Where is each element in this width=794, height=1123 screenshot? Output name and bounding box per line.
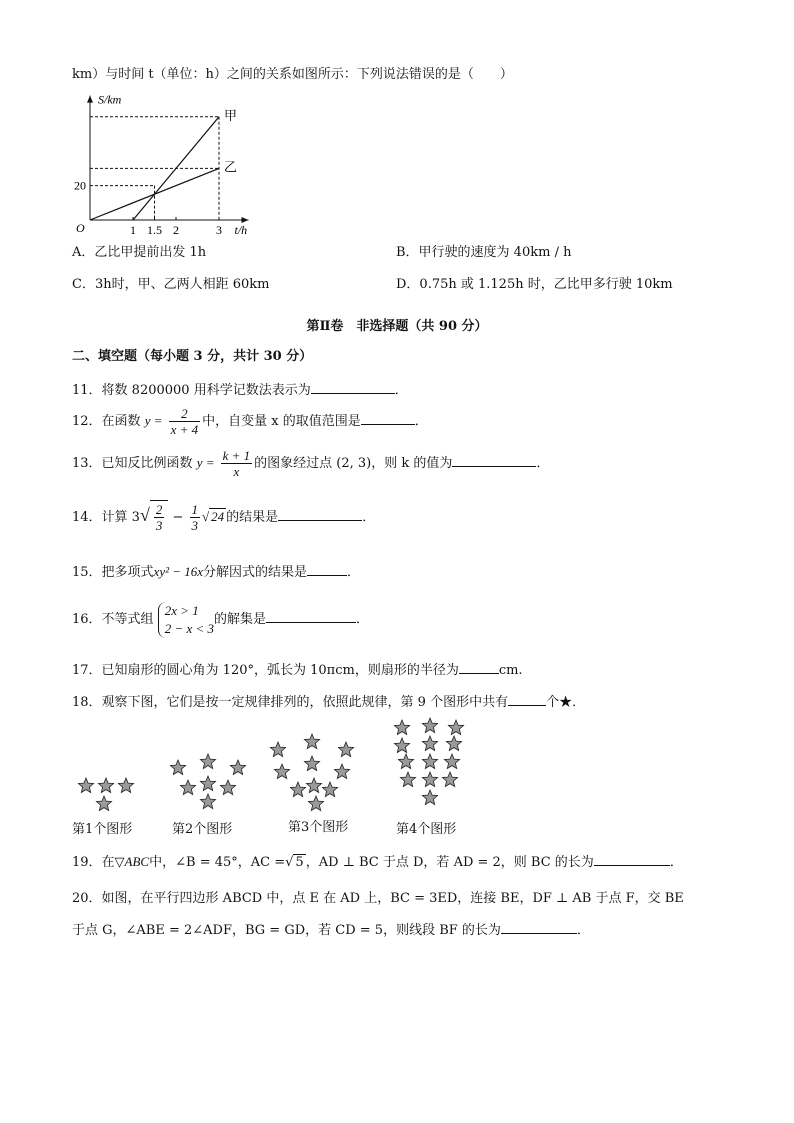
- star-icon: [308, 796, 323, 811]
- numerator: 2: [169, 406, 201, 422]
- question-19-pre: 19．在: [72, 855, 115, 870]
- question-13-post: 的图象经过点 (2, 3)，则 k 的值为: [254, 456, 453, 471]
- star-icon: [338, 742, 353, 757]
- question-13: [72, 446, 549, 481]
- denominator: x: [233, 464, 240, 479]
- question-10-stem: km）与时间 t（单位：h）之间的关系如图所示：下列说法错误的是（ ）: [72, 67, 513, 82]
- star-icon: [220, 780, 235, 795]
- radical-sign: √: [202, 509, 210, 524]
- x-tick-label: 1.5: [147, 223, 162, 237]
- question-13-y: y =: [196, 455, 215, 470]
- y-axis-label: S/km: [98, 92, 122, 107]
- figure-2-label: 第2个图形: [172, 822, 233, 837]
- x-tick-label: 2: [173, 223, 179, 237]
- question-13-pre: 13．已知反比例函数: [72, 456, 193, 471]
- star-icon: [422, 754, 437, 769]
- star-icon: [446, 736, 461, 751]
- numerator: 1: [191, 502, 199, 517]
- question-12-end: ．: [414, 414, 428, 429]
- y-tick-label: 20: [74, 178, 86, 193]
- inequality-system: [158, 602, 214, 638]
- star-icon: [78, 778, 93, 793]
- question-14-pre: 14．计算 3: [72, 510, 140, 525]
- star-icon: [394, 738, 409, 753]
- figure-3-label: 第3个图形: [288, 820, 349, 835]
- star-icon: [444, 754, 459, 769]
- option-c[interactable]: C．3h时，甲、乙两人相距 60km: [72, 277, 270, 292]
- answer-blank-11[interactable]: [311, 380, 395, 394]
- star-icon: [200, 794, 215, 809]
- denominator: 3: [191, 518, 199, 533]
- question-14-post: 的结果是: [226, 510, 279, 525]
- part-heading: 二、填空题（每小题 3 分，共计 30 分）: [72, 349, 313, 364]
- question-19-end: ．: [669, 855, 683, 870]
- y-axis-arrow: [87, 96, 93, 103]
- series-label-jia: 甲: [224, 108, 238, 124]
- section-title: 第Ⅱ卷 非选择题（共 90 分）: [306, 319, 488, 334]
- option-b[interactable]: B．甲行驶的速度为 40km / h: [396, 245, 572, 260]
- star-icon: [422, 736, 437, 751]
- star-icon: [98, 778, 113, 793]
- polynomial: xy² − 16x: [153, 564, 204, 579]
- fraction: [221, 448, 253, 479]
- radical-sign: √: [139, 505, 150, 525]
- question-16: [72, 598, 369, 642]
- distance-time-chart: [60, 88, 260, 240]
- star-icon: [422, 790, 437, 805]
- star-icon: [394, 720, 409, 735]
- question-17: [72, 660, 523, 680]
- question-20-end: ．: [576, 923, 590, 938]
- answer-blank-13[interactable]: [452, 453, 536, 467]
- question-12-y: y =: [144, 413, 163, 428]
- question-15-pre: 15．把多项式: [72, 565, 154, 580]
- question-19-mid: 中，∠B = 45°，AC =: [149, 855, 286, 870]
- star-icon: [398, 754, 413, 769]
- question-12-post: 中，自变量 x 的取值范围是: [202, 414, 361, 429]
- star-icon: [334, 764, 349, 779]
- star-icon: [200, 754, 215, 769]
- numerator: k + 1: [222, 448, 251, 463]
- answer-blank-12[interactable]: [361, 411, 415, 425]
- question-11-text: 11．将数 8200000 用科学记数法表示为: [72, 383, 311, 398]
- question-20-line-2: [72, 920, 590, 940]
- question-16-post: 的解集是: [214, 612, 267, 627]
- star-icon: [200, 776, 215, 791]
- star-icon: [422, 772, 437, 787]
- question-18-text: 18．观察下图，它们是按一定规律排列的，依照此规律，第 9 个图形中共有: [72, 695, 509, 710]
- star-icon: [304, 756, 319, 771]
- question-17-end: cm.: [498, 663, 523, 678]
- star-icon: [322, 782, 337, 797]
- origin-label: O: [76, 221, 85, 235]
- star-icon: [180, 780, 195, 795]
- question-11: [72, 380, 408, 400]
- star-icon: [230, 760, 245, 775]
- question-18-end: 个★．: [546, 695, 586, 710]
- denominator: x + 4: [170, 422, 199, 437]
- answer-blank-20[interactable]: [501, 920, 577, 934]
- minus-sign: −: [172, 510, 184, 525]
- question-15-end: ．: [347, 565, 361, 580]
- question-17-text: 17．已知扇形的圆心角为 120°，弧长为 10πcm，则扇形的半径为: [72, 663, 459, 678]
- series-label-yi: 乙: [224, 160, 238, 176]
- star-icon: [96, 796, 111, 811]
- star-icon: [448, 720, 463, 735]
- star-icon: [304, 734, 319, 749]
- x-tick-label: 3: [216, 223, 222, 237]
- star-pattern-figures: [0, 712, 794, 812]
- radicand: 5: [295, 855, 304, 870]
- star-icon: [306, 778, 321, 793]
- star-icon: [270, 742, 285, 757]
- question-13-end: ．: [536, 456, 550, 471]
- inequality-2: 2 − x < 3: [164, 620, 215, 636]
- star-icon: [274, 764, 289, 779]
- figure-4-label: 第4个图形: [396, 822, 457, 837]
- question-15: [72, 562, 360, 582]
- x-tick-label: 1: [130, 223, 136, 237]
- star-icon: [422, 718, 437, 733]
- answer-blank-17[interactable]: [459, 660, 499, 674]
- question-12-pre: 12．在函数: [72, 414, 141, 429]
- question-20-text: 于点 G，∠ABE = 2∠ADF，BG = GD，若 CD = 5，则线段 BF 的长为: [72, 923, 501, 938]
- triangle-abc: ▽ABC: [114, 854, 150, 869]
- star-icon: [442, 772, 457, 787]
- star-icon: [400, 772, 415, 787]
- option-a[interactable]: A．乙比甲提前出发 1h: [72, 245, 207, 260]
- option-d[interactable]: D．0.75h 或 1.125h 时，乙比甲多行驶 10km: [396, 277, 673, 292]
- question-19-mid2: ，AD ⊥ BC 于点 D，若 AD = 2，则 BC 的长为: [305, 855, 594, 870]
- x-axis-label: t/h: [234, 223, 248, 237]
- answer-blank-18[interactable]: [508, 692, 546, 706]
- answer-blank-16[interactable]: [266, 609, 356, 623]
- question-14-end: ．: [362, 510, 376, 525]
- question-20-line-1: 20．如图，在平行四边形 ABCD 中，点 E 在 AD 上，BC = 3ED，连接 BE，DF ⊥ AB 于点 F，交 BE: [72, 891, 684, 906]
- fraction: [154, 502, 165, 533]
- question-16-pre: 16．不等式组: [72, 612, 154, 627]
- question-19: [72, 852, 683, 872]
- star-icon: [118, 778, 133, 793]
- radical-sign: √: [285, 855, 294, 870]
- fraction: [169, 406, 201, 437]
- numerator: 2: [155, 502, 163, 517]
- denominator: 3: [155, 518, 163, 533]
- radicand: 24: [211, 509, 225, 524]
- answer-blank-15[interactable]: [307, 562, 347, 576]
- question-15-post: 分解因式的结果是: [203, 565, 308, 580]
- answer-blank-19[interactable]: [594, 852, 670, 866]
- figure-1-label: 第1个图形: [72, 822, 133, 837]
- question-18: [72, 692, 585, 712]
- question-16-end: ．: [356, 612, 370, 627]
- question-11-end: ．: [394, 383, 408, 398]
- answer-blank-14[interactable]: [278, 507, 362, 521]
- fraction: [190, 502, 201, 533]
- question-14: [72, 498, 375, 535]
- inequality-1: 2x > 1: [164, 602, 199, 618]
- star-icon: [170, 760, 185, 775]
- star-icon: [290, 782, 305, 797]
- question-12: [72, 404, 428, 439]
